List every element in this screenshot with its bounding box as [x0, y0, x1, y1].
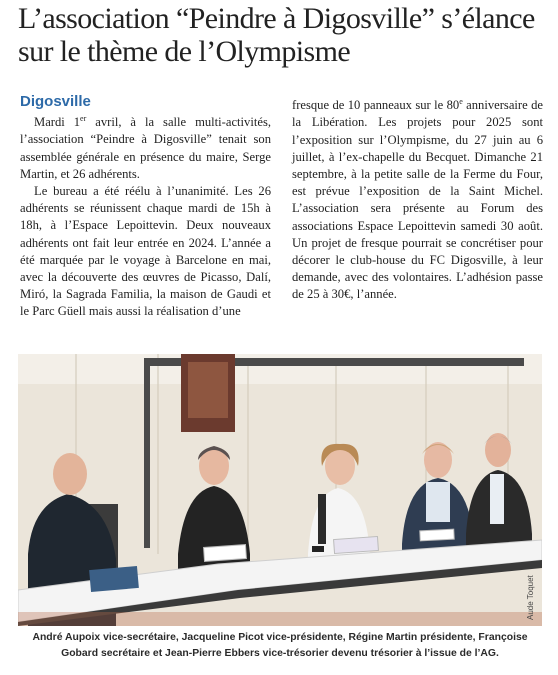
column-left: [20, 93, 271, 321]
paragraph-projects-rest: anniversaire de la Libération. Les projets pour 2025 sont l’exposition sur l’Olympisme, du 27 juin au 6 juillet, à l’ex-chapelle du Becquet. Dimanche 21 septembre, à la petite salle de la Ferme du Four, est prévue l’exposition de la Saint Michel. L’association sera présente au Forum des associations Espace Lepoittevin samedi 30 août. Un projet de fresque pourrait se concrétiser pour décorer le club-house du FC Digosville, à leur demande, avec des volontaires. L’adhésion passe de 25 à 30€, l’année.: [292, 98, 543, 302]
superscript-er: er: [80, 114, 87, 123]
paragraph-projects: [292, 93, 543, 304]
article-headline: L’association “Peindre à Digosville” s’élance sur le thème de l’Olympisme: [18, 2, 535, 68]
superscript-e: e: [459, 97, 463, 106]
dateline-location: Digosville: [20, 93, 91, 110]
paragraph-intro-rest: avril, à la salle multi-activités, l’association “Peindre à Digosville” tenait son assemblée générale en présence du maire, Serge Martin, et 26 adhérents.: [20, 115, 271, 181]
booklet: [89, 566, 139, 592]
paragraph-intro: [20, 93, 271, 183]
group-photo: [18, 354, 542, 626]
paragraph-bureau: Le bureau a été réélu à l’unanimité. Les 26 adhérents se réunissent chaque mardi de 15h à 18h, à l’Espace Lepoittevin. Deux nouveaux adhérents ont fait leur entrée en 2024. L’année a été marquée par le voyage à Barcelone en mai, avec la découverte des œuvres de Picasso, Dalí, Miró, la Sagrada Familia, la maison de Gaudi et le Parc Güell mais aussi la réalisation d’une: [20, 184, 271, 319]
paragraph-intro-start: Mardi 1: [34, 115, 81, 130]
paragraph-projects-start: fresque de 10 panneaux sur le 80: [292, 98, 460, 113]
photo-credit: Aude Toquet: [526, 575, 535, 620]
column-right: [292, 93, 543, 304]
group-photo-illustration: [18, 354, 542, 626]
photo-caption: André Aupoix vice-secrétaire, Jacqueline Picot vice-présidente, Régine Martin présidente, Françoise Gobard secrétaire et Jean-Pierre Ebbers vice-trésorier devenu trésorier à l’issue de l’AG.: [32, 632, 528, 659]
article-body: [20, 93, 543, 325]
